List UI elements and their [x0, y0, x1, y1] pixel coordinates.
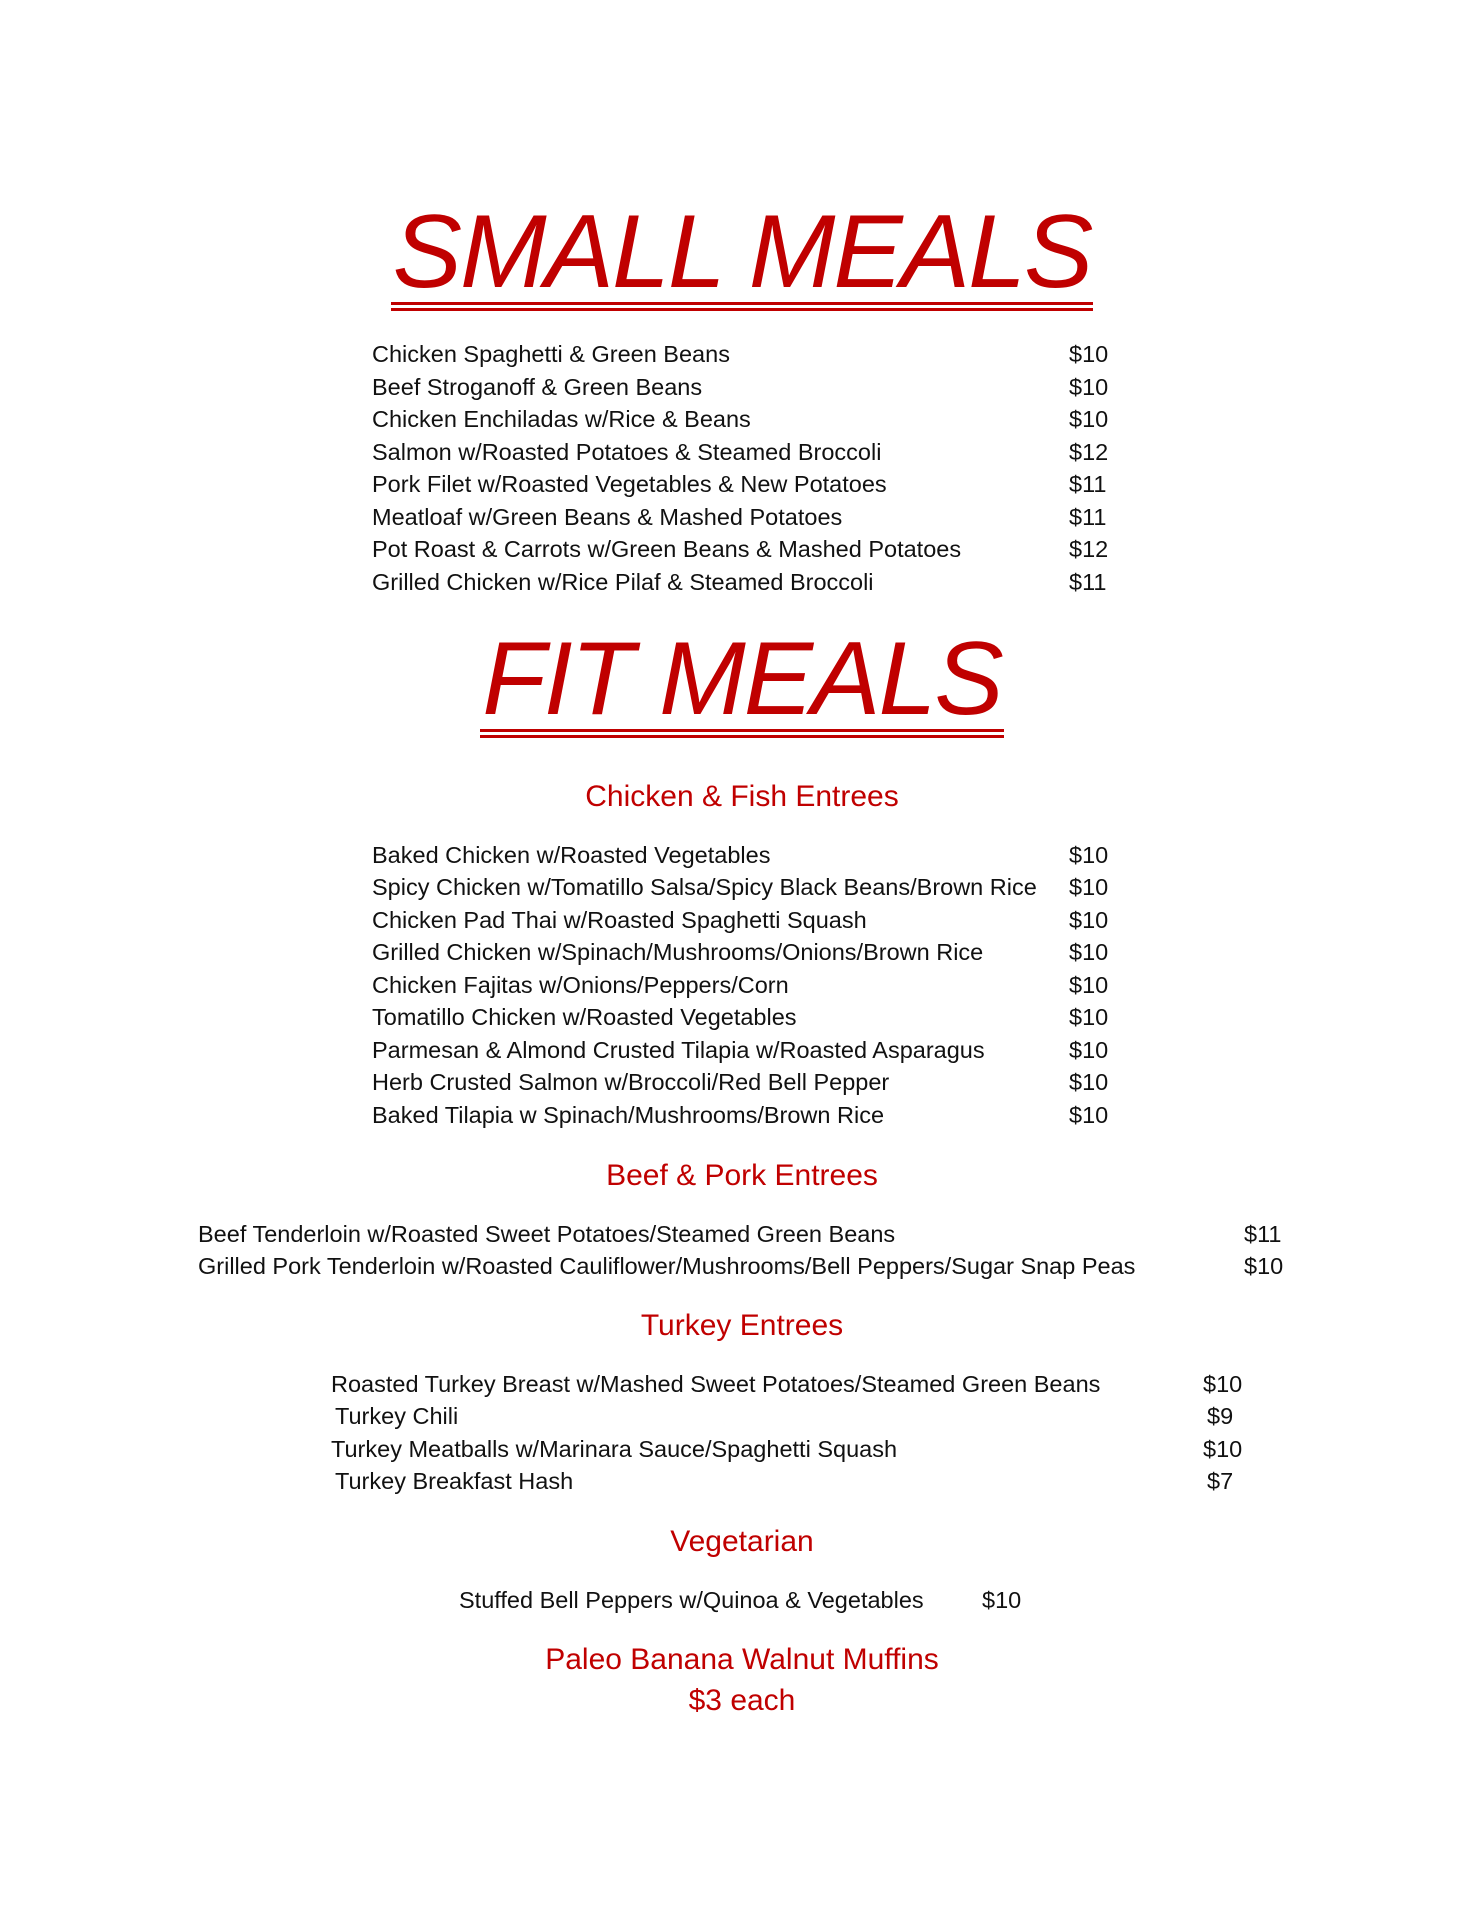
menu-item-price: $12: [1069, 439, 1109, 465]
menu-item-price: $10: [982, 1587, 1022, 1613]
menu-item-price: $10: [1069, 406, 1109, 432]
menu-item-name: Turkey Meatballs w/Marinara Sauce/Spaghetti Squash: [331, 1436, 898, 1462]
chicken-fish-heading: Chicken & Fish Entrees: [585, 780, 899, 813]
muffins-price: $3 each: [688, 1684, 796, 1717]
menu-item-price: $9: [1207, 1403, 1234, 1429]
menu-item-price: $10: [1203, 1371, 1243, 1397]
menu-item-price: $10: [1069, 341, 1109, 367]
muffins-heading: Paleo Banana Walnut Muffins: [545, 1643, 939, 1676]
turkey-heading: Turkey Entrees: [640, 1309, 844, 1342]
menu-item-price: $10: [1069, 939, 1109, 965]
menu-item-price: $12: [1069, 536, 1109, 562]
menu-item-price: $10: [1069, 874, 1109, 900]
menu-item-name: Turkey Chili: [335, 1403, 459, 1429]
menu-item-price: $10: [1069, 1069, 1109, 1095]
menu-item-price: $10: [1069, 972, 1109, 998]
menu-item-name: Stuffed Bell Peppers w/Quinoa & Vegetables: [459, 1587, 924, 1613]
menu-item-price: $11: [1069, 504, 1107, 530]
fit-meals-title: [0, 621, 1484, 737]
menu-item-price: $10: [1069, 1004, 1109, 1030]
menu-item-price: $11: [1244, 1221, 1282, 1247]
vegetarian-heading: Vegetarian: [670, 1525, 814, 1558]
small-meals-title: [0, 194, 1484, 310]
menu-item-name: Chicken Pad Thai w/Roasted Spaghetti Squash: [372, 907, 867, 933]
small-meals-title-text: SMALL MEALS: [392, 194, 1092, 310]
menu-item-name: Pork Filet w/Roasted Vegetables & New Potatoes: [372, 471, 887, 497]
fit-meals-title-text: FIT MEALS: [482, 621, 1002, 737]
menu-item-name: Pot Roast & Carrots w/Green Beans & Mashed Potatoes: [372, 536, 962, 562]
menu-item-name: Herb Crusted Salmon w/Broccoli/Red Bell Pepper: [372, 1069, 890, 1095]
menu-item-name: Baked Tilapia w Spinach/Mushrooms/Brown Rice: [372, 1102, 885, 1128]
menu-item-price: $10: [1069, 907, 1109, 933]
menu-item-name: Chicken Enchiladas w/Rice & Beans: [372, 406, 751, 432]
menu-item-price: $10: [1203, 1436, 1243, 1462]
menu-item-name: Roasted Turkey Breast w/Mashed Sweet Potatoes/Steamed Green Beans: [331, 1371, 1101, 1397]
menu-item-name: Chicken Fajitas w/Onions/Peppers/Corn: [372, 972, 789, 998]
beef-pork-heading: Beef & Pork Entrees: [606, 1159, 878, 1192]
menu-item-name: Baked Chicken w/Roasted Vegetables: [372, 842, 771, 868]
menu-item-name: Beef Tenderloin w/Roasted Sweet Potatoes/Steamed Green Beans: [198, 1221, 896, 1247]
menu-item-name: Salmon w/Roasted Potatoes & Steamed Broccoli: [372, 439, 882, 465]
menu-item-price: $11: [1069, 569, 1107, 595]
menu-item-price: $7: [1207, 1468, 1234, 1494]
menu-item-price: $10: [1069, 1037, 1109, 1063]
menu-item-name: Tomatillo Chicken w/Roasted Vegetables: [372, 1004, 797, 1030]
menu-item-name: Beef Stroganoff & Green Beans: [372, 374, 703, 400]
menu-item-name: Meatloaf w/Green Beans & Mashed Potatoes: [372, 504, 843, 530]
menu-item-name: Grilled Chicken w/Rice Pilaf & Steamed Broccoli: [372, 569, 874, 595]
menu-item-name: Spicy Chicken w/Tomatillo Salsa/Spicy Black Beans/Brown Rice: [372, 874, 1037, 900]
menu-item-name: Grilled Pork Tenderloin w/Roasted Cauliflower/Mushrooms/Bell Peppers/Sugar Snap Peas: [198, 1253, 1136, 1279]
menu-item-price: $10: [1069, 1102, 1109, 1128]
menu-item-name: Chicken Spaghetti & Green Beans: [372, 341, 730, 367]
menu-item-name: Grilled Chicken w/Spinach/Mushrooms/Onions/Brown Rice: [372, 939, 984, 965]
menu-item-price: $10: [1244, 1253, 1284, 1279]
menu-item-price: $10: [1069, 374, 1109, 400]
menu-item-name: Parmesan & Almond Crusted Tilapia w/Roasted Asparagus: [372, 1037, 985, 1063]
menu-item-name: Turkey Breakfast Hash: [335, 1468, 574, 1494]
menu-item-price: $10: [1069, 842, 1109, 868]
menu-item-price: $11: [1069, 471, 1107, 497]
